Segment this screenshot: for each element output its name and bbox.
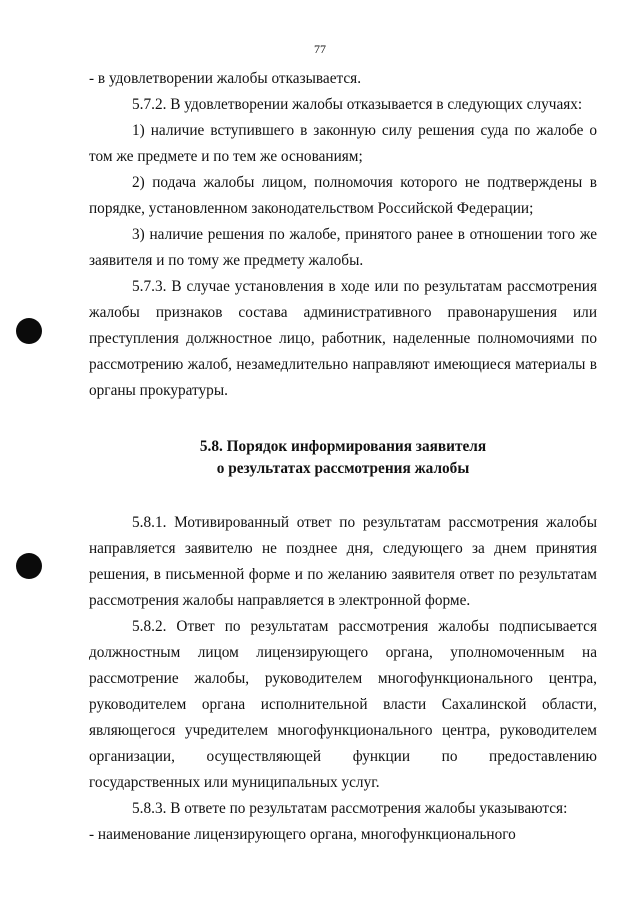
punch-hole-mark	[16, 553, 42, 579]
punch-hole-mark	[16, 318, 42, 344]
section-heading	[89, 436, 597, 480]
paragraph: 5.8.2. Ответ по результатам рассмотрения жалобы подписывается должностным лицом лицензирующего органа, уполномоченным на рассмотрение жалобы, руководителем многофункционального центра, руководителем органа исполнительной власти Сахалинской области, являющегося учредителем многофункционального центра, руководителем организации, осуществляющей функции по предоставлению государственных или муниципальных услуг.	[89, 618, 597, 791]
paragraph: 5.8.3. В ответе по результатам рассмотрения жалобы указываются:	[132, 800, 568, 817]
paragraph: 5.7.2. В удовлетворении жалобы отказывается в следующих случаях:	[132, 96, 583, 113]
paragraph: 5.8.1. Мотивированный ответ по результатам рассмотрения жалобы направляется заявителю не позднее дня, следующего за днем принятия решения, в письменной форме и по желанию заявителя ответ по результатам рассмотрения жалобы направляется в электронной форме.	[89, 514, 597, 609]
page-number: 77	[314, 42, 326, 56]
list-item: - наименование лицензирующего органа, многофункционального	[89, 826, 516, 843]
paragraph: 5.7.3. В случае установления в ходе или по результатам рассмотрения жалобы признаков состава административного правонарушения или преступления должностное лицо, работник, наделенные полномочиями по рассмотрению жалоб, незамедлительно направляют имеющиеся материалы в органы прокуратуры.	[89, 278, 597, 399]
paragraph: 1) наличие вступившего в законную силу решения суда по жалобе о том же предмете и по тем же основаниям;	[89, 122, 597, 165]
paragraph: 2) подача жалобы лицом, полномочия которого не подтверждены в порядке, установленном законодательством Российской Федерации;	[89, 174, 597, 217]
section-heading-line: 5.8. Порядок информирования заявителя	[199, 438, 487, 455]
document-body	[89, 66, 597, 848]
paragraph: - в удовлетворении жалобы отказывается.	[89, 70, 362, 87]
section-heading-line: о результатах рассмотрения жалобы	[216, 460, 470, 477]
paragraph: 3) наличие решения по жалобе, принятого ранее в отношении того же заявителя и по тому же предмету жалобы.	[89, 226, 597, 269]
